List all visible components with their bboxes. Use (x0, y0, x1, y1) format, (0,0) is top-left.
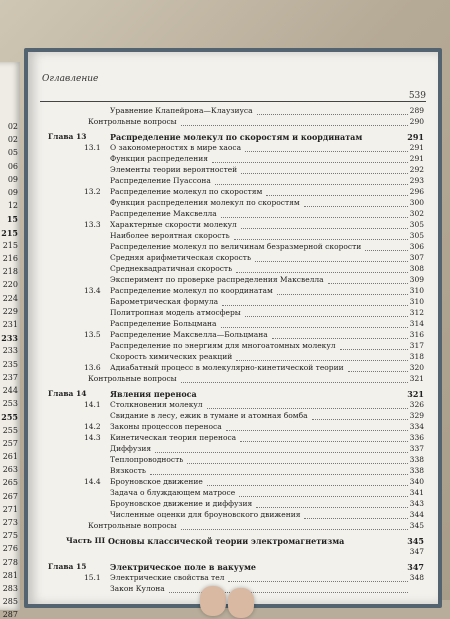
toc-leader-dots (255, 260, 408, 262)
toc-page-number: 289 (409, 106, 424, 115)
toc-entry (28, 547, 438, 558)
toc-chapter-label: Часть III (66, 536, 106, 545)
left-page-number: 263 (2, 465, 18, 475)
toc-entry-title: Электрическое поле в вакууме (110, 562, 257, 572)
toc-section-number: 13.4 (84, 286, 101, 295)
toc-entry (28, 176, 438, 187)
toc-leader-dots (155, 451, 408, 453)
toc-leader-dots (221, 326, 408, 328)
left-page-number: 06 (7, 161, 18, 171)
left-page-number: 275 (2, 531, 18, 541)
left-page-number: 12 (7, 201, 18, 211)
toc-entry-title: Электрические свойства тел (110, 573, 225, 582)
toc-page-number: 309 (409, 275, 424, 284)
toc-entry-title: Барометрическая формула (110, 297, 219, 306)
toc-entry-title: Уравнение Клапейрона—Клаузиуса (110, 106, 253, 115)
toc-page-number: 291 (409, 143, 424, 152)
toc-leader-dots (245, 150, 408, 152)
left-page-number: 218 (2, 267, 18, 277)
toc-entry-title: Распределение молекул по скоростям (110, 187, 263, 196)
toc-entry-title: Характерные скорости молекул (110, 220, 237, 229)
toc-leader-dots (304, 517, 408, 519)
toc-leader-dots (150, 473, 408, 475)
toc-page-number: 326 (409, 400, 424, 409)
toc-entry (28, 536, 438, 547)
toc-leader-dots (234, 238, 408, 240)
toc-entry-title: Наиболее вероятная скорость (110, 231, 230, 240)
toc-entry-title: Закон Кулона (110, 584, 165, 593)
left-page-number: 02 (7, 135, 18, 145)
toc-leader-dots (304, 205, 408, 207)
toc-entry-title: Средняя арифметическая скорость (110, 253, 252, 262)
toc-section-number: 13.3 (84, 220, 101, 229)
toc-page-number: 340 (409, 477, 424, 486)
toc-entry (28, 106, 438, 117)
toc-entry-title: Распределение молекул по скоростям и координатам (110, 132, 363, 142)
toc-page-number: 344 (409, 510, 424, 519)
toc-entry (28, 374, 438, 385)
toc-entry-title: Распределение Максвелла (110, 209, 217, 218)
toc-entry-title: Явления переноса (110, 389, 197, 399)
toc-entry (28, 143, 438, 154)
toc-leader-dots (181, 528, 408, 530)
toc-leader-dots (241, 227, 408, 229)
toc-page-number: 306 (409, 242, 424, 251)
toc-page-number: 348 (409, 573, 424, 582)
left-page-number: 265 (2, 478, 18, 488)
left-page-edge (0, 62, 20, 619)
toc-entry-title: Эксперимент по проверке распределения Максвелла (110, 275, 324, 284)
left-page-number: 224 (2, 293, 18, 303)
toc-entry (28, 573, 438, 584)
toc-section-number: 14.4 (84, 477, 101, 486)
toc-page-number: 321 (407, 389, 424, 399)
toc-page-number: 305 (409, 220, 424, 229)
header-rule (40, 101, 426, 102)
toc-leader-dots (236, 271, 408, 273)
toc-section-number: 14.3 (84, 433, 101, 442)
page-number: 539 (408, 91, 426, 101)
left-page-number: 15 (6, 214, 18, 225)
toc-entry (28, 209, 438, 220)
left-page-number: 261 (2, 452, 18, 461)
toc-leader-dots (215, 183, 408, 185)
running-head: Оглавление (42, 74, 99, 84)
toc-section-number: 15.1 (84, 573, 101, 582)
toc-entry-title: Распределение Пуассона (110, 176, 211, 185)
toc-leader-dots (236, 359, 408, 361)
toc-entry-title: Броуновское движение и диффузия (110, 499, 253, 508)
toc-page-number: 338 (409, 466, 424, 475)
toc-entry-title: Броуновское движение (110, 477, 203, 486)
toc-leader-dots (226, 429, 408, 431)
toc-section-number: 13.1 (84, 143, 101, 152)
toc-entry-title: Элементы теории вероятностей (110, 165, 238, 174)
toc-entry (28, 411, 438, 422)
toc-entry-title: Скорость химических реакций (110, 352, 233, 361)
left-page-number: 215 (2, 240, 18, 250)
toc-section-number: 13.6 (84, 363, 101, 372)
toc-entry (28, 341, 438, 352)
toc-section-number: 14.1 (84, 400, 101, 409)
toc-leader-dots (222, 304, 408, 306)
toc-entry (28, 242, 438, 253)
toc-entry (28, 444, 438, 455)
left-page-number: 255 (2, 425, 18, 435)
left-page-number: 09 (7, 174, 18, 184)
toc-leader-dots (207, 484, 408, 486)
toc-page-number: 336 (409, 433, 424, 442)
left-page-number: 285 (2, 597, 18, 607)
toc-entry (28, 187, 438, 198)
toc-entry (28, 562, 438, 573)
toc-page-number: 338 (409, 455, 424, 464)
toc-leader-dots (277, 293, 408, 295)
toc-entry-title: Вязкость (110, 466, 146, 475)
toc-entry-title: Политропная модель атмосферы (110, 308, 241, 317)
thumb-right (228, 588, 254, 618)
left-page-number: 237 (2, 372, 18, 382)
left-page-number: 253 (2, 399, 18, 409)
toc-page-number: 329 (409, 411, 424, 420)
left-page-number: 09 (7, 188, 18, 197)
toc-entry (28, 477, 438, 488)
table-of-contents (28, 106, 438, 595)
toc-leader-dots (181, 124, 408, 126)
toc-page-number: 318 (409, 352, 424, 361)
toc-section-number: 14.2 (84, 422, 101, 431)
toc-entry-title: Задача о блуждающем матросе (110, 488, 236, 497)
toc-entry-title: Распределение молекул по величинам безразмерной скорости (110, 242, 362, 251)
left-page-number: 267 (2, 491, 18, 501)
toc-page-number: 312 (409, 308, 424, 317)
left-page-number: 215 (1, 227, 18, 238)
toc-entry (28, 422, 438, 433)
toc-entry (28, 198, 438, 209)
left-page-number: 231 (2, 320, 18, 329)
toc-entry (28, 117, 438, 128)
toc-entry (28, 400, 438, 411)
toc-page-number: 310 (409, 297, 424, 306)
toc-page-number: 314 (409, 319, 424, 328)
toc-entry-title: Адиабатный процесс в молекулярно-кинетической теории (110, 363, 344, 372)
toc-page-number: 316 (409, 330, 424, 339)
left-page-number: 229 (2, 306, 18, 316)
toc-entry-title: Диффузия (110, 444, 152, 453)
toc-chapter-label: Глава 15 (48, 562, 87, 571)
left-page-number: 273 (2, 518, 18, 527)
toc-leader-dots (256, 506, 408, 508)
toc-entry (28, 253, 438, 264)
toc-entry (28, 433, 438, 444)
toc-entry-title: Функция распределения (110, 154, 208, 163)
toc-entry-title: Численные оценки для броуновского движения (110, 510, 301, 519)
toc-entry (28, 275, 438, 286)
toc-entry (28, 264, 438, 275)
toc-entry (28, 132, 438, 143)
toc-leader-dots (328, 282, 408, 284)
toc-page-number: 317 (409, 341, 424, 350)
left-page-number: 244 (2, 386, 18, 395)
left-page-number: 287 (2, 610, 18, 619)
toc-page-number: 347 (409, 547, 424, 556)
toc-page-number: 310 (409, 286, 424, 295)
left-page-number: 220 (2, 280, 18, 290)
toc-page-number: 347 (407, 562, 424, 572)
toc-entry (28, 363, 438, 374)
left-page-number: 281 (2, 570, 18, 580)
toc-entry-title: Среднеквадратичная скорость (110, 264, 233, 273)
toc-page-number: 300 (409, 198, 424, 207)
toc-entry (28, 308, 438, 319)
toc-page-number: 321 (409, 374, 424, 383)
toc-page-number: 334 (409, 422, 424, 431)
toc-page-number: 307 (409, 253, 424, 262)
toc-leader-dots (348, 370, 408, 372)
toc-leader-dots (221, 216, 408, 218)
toc-leader-dots (257, 113, 408, 115)
left-page-number: 02 (7, 122, 18, 131)
toc-entry (28, 499, 438, 510)
left-page-number: 255 (1, 412, 18, 423)
toc-page-number: 345 (409, 521, 424, 530)
toc-entry-title: Законы процессов переноса (110, 422, 222, 431)
toc-entry-title: Распределение Максвелла—Больцмана (110, 330, 268, 339)
toc-leader-dots (212, 161, 408, 163)
toc-entry-title: Контрольные вопросы (88, 117, 177, 126)
toc-entry-title: Теплопроводность (110, 455, 184, 464)
toc-leader-dots (181, 381, 408, 383)
left-page-number: 271 (2, 504, 18, 514)
toc-entry (28, 297, 438, 308)
toc-page-number: 305 (409, 231, 424, 240)
toc-leader-dots (245, 315, 408, 317)
toc-entry-title: Столкновения молекул (110, 400, 203, 409)
left-page-number: 05 (7, 148, 18, 158)
toc-page-number: 341 (409, 488, 424, 497)
toc-page-number: 291 (409, 154, 424, 163)
left-page-number: 233 (1, 333, 18, 344)
toc-page-number: 293 (409, 176, 424, 185)
toc-leader-dots (228, 580, 408, 582)
toc-leader-dots (272, 337, 408, 339)
toc-leader-dots (266, 194, 408, 196)
toc-leader-dots (365, 249, 408, 251)
toc-entry (28, 154, 438, 165)
toc-entry (28, 165, 438, 176)
toc-section-number: 13.2 (84, 187, 101, 196)
toc-entry (28, 286, 438, 297)
toc-entry (28, 389, 438, 400)
toc-entry-title: Свидание в лесу, ежик в тумане и атомная бомба (110, 411, 308, 420)
toc-page-number: 345 (407, 536, 424, 546)
toc-page-number: 291 (407, 132, 424, 142)
toc-entry (28, 521, 438, 532)
toc-entry-title: Распределение молекул по координатам (110, 286, 273, 295)
toc-entry (28, 455, 438, 466)
toc-leader-dots (312, 418, 408, 420)
toc-entry (28, 352, 438, 363)
toc-entry-title: Распределение по энергиям для многоатомных молекул (110, 341, 336, 350)
toc-leader-dots (340, 348, 408, 350)
toc-entry (28, 319, 438, 330)
toc-entry-title: Функция распределения молекул по скоростям (110, 198, 300, 207)
toc-entry-title: Контрольные вопросы (88, 374, 177, 383)
toc-entry-title: Распределение Больцмана (110, 319, 217, 328)
toc-entry (28, 231, 438, 242)
toc-entry-title: О закономерностях в мире хаоса (110, 143, 242, 152)
toc-leader-dots (240, 440, 408, 442)
toc-page-number: 337 (409, 444, 424, 453)
left-page-number: 276 (2, 544, 18, 554)
toc-page-number: 290 (409, 117, 424, 126)
left-page-number: 235 (2, 359, 18, 369)
toc-leader-dots (207, 407, 408, 409)
toc-leader-dots (187, 462, 408, 464)
toc-section-number: 13.5 (84, 330, 101, 339)
toc-entry (28, 466, 438, 477)
toc-entry-title: Кинетическая теория переноса (110, 433, 237, 442)
toc-page-number: 296 (409, 187, 424, 196)
toc-page (28, 52, 438, 604)
toc-leader-dots (241, 172, 408, 174)
toc-page-number: 343 (409, 499, 424, 508)
thumb-left (200, 586, 226, 616)
toc-page-number: 308 (409, 264, 424, 273)
toc-entry (28, 488, 438, 499)
left-page-number: 233 (2, 346, 18, 356)
toc-entry (28, 220, 438, 231)
left-page-number: 216 (2, 254, 18, 263)
toc-page-number: 302 (409, 209, 424, 218)
toc-page-number: 292 (409, 165, 424, 174)
toc-chapter-label: Глава 14 (48, 389, 87, 398)
left-page-number: 283 (2, 584, 18, 593)
left-page-number: 257 (2, 438, 18, 448)
toc-chapter-label: Глава 13 (48, 132, 87, 141)
toc-entry (28, 510, 438, 521)
toc-entry-title: Основы классической теории электромагнетизма (108, 536, 345, 546)
toc-page-number: 320 (409, 363, 424, 372)
left-page-number: 278 (2, 557, 18, 567)
toc-leader-dots (239, 495, 408, 497)
toc-entry (28, 330, 438, 341)
toc-entry-title: Контрольные вопросы (88, 521, 177, 530)
